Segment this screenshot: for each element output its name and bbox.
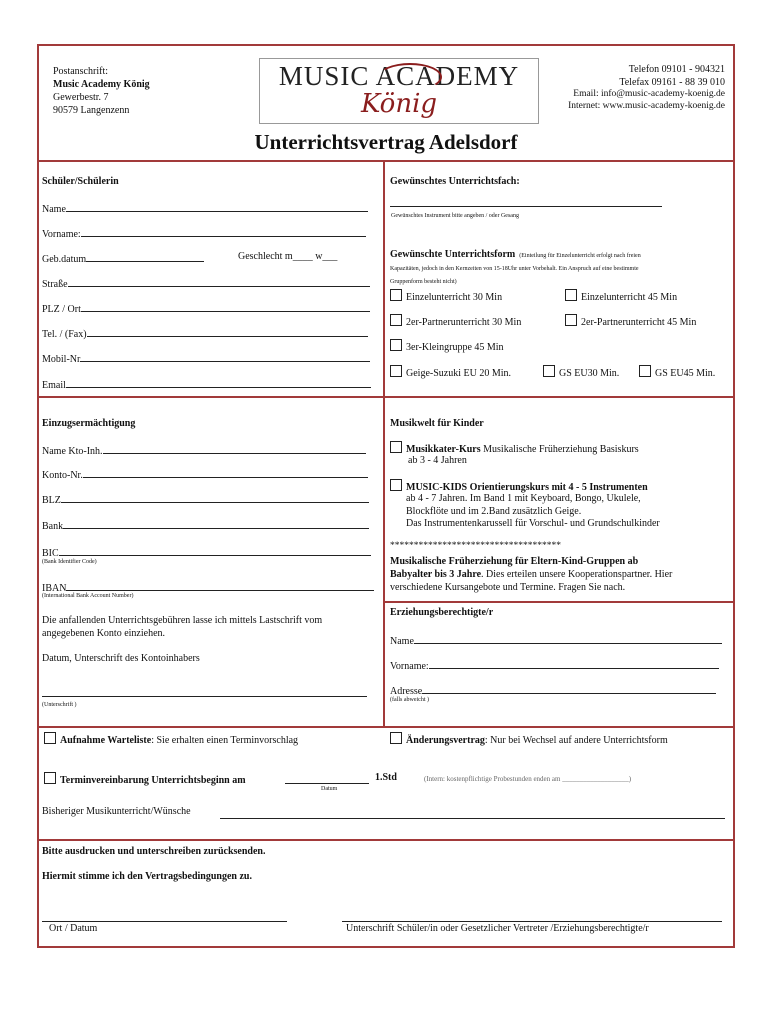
form-note-1: (Einteilung für Einzelunterricht erfolgt nach freien	[519, 253, 641, 259]
mobile-label: Mobil-Nr	[42, 354, 81, 365]
iban-field[interactable]	[42, 580, 374, 594]
eltern-kind-heading: Musikalische Früherziehung für Eltern-Kind-Gruppen ab	[390, 556, 639, 567]
checkbox[interactable]	[390, 441, 402, 453]
bisheriger-input[interactable]	[220, 808, 725, 819]
bank-name-label: Bank	[42, 521, 64, 532]
logo-swoosh-icon	[378, 63, 442, 91]
page-title: Unterrichtsvertrag Adelsdorf	[254, 130, 518, 154]
student-heading: Schüler/Schülerin	[42, 176, 119, 187]
plz-label: PLZ / Ort	[42, 304, 81, 315]
option-gs-30[interactable]	[543, 365, 619, 379]
kids-heading: Musikwelt für Kinder	[390, 418, 484, 429]
option-aenderungsvertrag[interactable]	[390, 732, 668, 746]
mandate-text-2: angegebenen Konto einziehen.	[42, 628, 166, 639]
mobile-field[interactable]	[42, 351, 370, 365]
account-holder-field[interactable]	[42, 443, 366, 457]
option-klein-45[interactable]	[390, 339, 504, 353]
checkbox[interactable]	[565, 289, 577, 301]
instrument-hint: Gewünschtes Instrument bitte angeben / oder Gesang	[391, 213, 519, 219]
print-instruction: Bitte ausdrucken und unterschreiben zurücksenden.	[42, 846, 266, 857]
student-name-field[interactable]	[42, 201, 368, 215]
guardian-vorname-field[interactable]	[390, 658, 719, 672]
guardian-name-field[interactable]	[390, 633, 722, 647]
phone: Telefon 09101 - 904321	[628, 64, 725, 75]
kids-option-line: ab 4 - 7 Jahren. Im Band 1 mit Keyboard, Bongo, Ukulele,	[406, 493, 641, 504]
termin-datum-note: Datum	[321, 786, 338, 792]
termin-std: 1.Std	[375, 772, 397, 783]
eltern-kind-desc-2: verschiedene Kursangebote und Termine. Fragen Sie nach.	[390, 582, 626, 593]
checkbox[interactable]	[543, 365, 555, 377]
option-einzel-30[interactable]	[390, 289, 502, 303]
student-vorname-field[interactable]	[42, 226, 366, 240]
subject-heading: Gewünschtes Unterrichtsfach:	[390, 176, 520, 187]
account-number-field[interactable]	[42, 467, 368, 481]
intern-note: (Intern: kostenpflichtige Probestunden enden am ___________________)	[424, 775, 632, 783]
address-city: 90579 Langenzenn	[53, 105, 130, 116]
account-number-label: Konto-Nr.	[42, 470, 83, 481]
plz-field[interactable]	[42, 301, 370, 315]
student-email-label: Email	[42, 380, 66, 391]
blz-label: BLZ	[42, 495, 61, 506]
bic-field[interactable]	[42, 545, 371, 559]
signature-label: Unterschrift Schüler/in oder Gesetzlicher Vertreter /Erziehungsberechtigte/r	[346, 923, 649, 934]
account-signature-line[interactable]	[42, 686, 367, 697]
consent-text: Hiermit stimme ich den Vertragsbedingungen zu.	[42, 871, 252, 882]
place-date-signature-line[interactable]	[42, 911, 287, 922]
warteliste-title: Aufnahme Warteliste	[60, 735, 152, 746]
kids-option-text: Musikalische Früherziehung Basiskurs	[483, 444, 639, 455]
place-date-label: Ort / Datum	[49, 923, 98, 934]
checkbox[interactable]	[390, 289, 402, 301]
address-name: Music Academy König	[53, 79, 150, 90]
account-holder-label: Name Kto-Inh.	[42, 446, 103, 457]
divider	[383, 160, 385, 396]
kids-option-title: MUSIC-KIDS Orientierungskurs mit 4 - 5 Instrumenten	[406, 482, 648, 493]
form-heading-block	[390, 248, 720, 287]
iban-label: IBAN	[42, 583, 67, 594]
form-note-3: Gruppenform besteht nicht)	[390, 279, 457, 285]
checkbox[interactable]	[44, 772, 56, 784]
kids-option-age: ab 3 - 4 Jahren	[408, 455, 467, 466]
option-label: 2er-Partnerunterricht 45 Min	[581, 317, 697, 328]
aenderung-title: Änderungsvertrag	[406, 735, 485, 746]
street-field[interactable]	[42, 276, 370, 290]
birthdate-field[interactable]	[42, 251, 204, 265]
kids-option-line: Blockflöte und im 2.Band zusätzlich Geige.	[406, 506, 582, 517]
option-partner-30[interactable]	[390, 314, 521, 328]
street-label: Straße	[42, 279, 68, 290]
kids-option-title: Musikkater-Kurs	[406, 444, 481, 455]
divider	[39, 160, 733, 162]
start-date-input[interactable]	[285, 772, 369, 784]
logo-sub-text: König	[360, 89, 438, 119]
option-label: GS EU30 Min.	[559, 368, 620, 379]
termin-title: Terminvereinbarung Unterrichtsbeginn am	[60, 775, 246, 786]
kids-option-musikkater[interactable]	[390, 441, 639, 455]
bic-note: (Bank Identifier Code)	[42, 559, 97, 565]
option-partner-45[interactable]	[565, 314, 696, 328]
stars-divider: ************************************	[390, 541, 561, 551]
divider	[383, 396, 385, 726]
fax: Telefax 09161 - 88 39 010	[619, 77, 725, 88]
birthdate-label: Geb.datum	[42, 254, 87, 265]
instrument-input[interactable]	[390, 196, 662, 207]
checkbox[interactable]	[565, 314, 577, 326]
website-contact[interactable]: Internet: www.music-academy-koenig.de	[568, 101, 725, 111]
kids-option-line: Das Instrumentenkarussell für Vorschul- und Grundschulkinder	[406, 518, 660, 529]
divider	[39, 726, 733, 728]
bisheriger-field[interactable]	[42, 806, 191, 817]
student-name-label: Name	[42, 204, 66, 215]
date-sign-label: Datum, Unterschrift des Kontoinhabers	[42, 653, 200, 664]
signature-note: (Unterschrift )	[42, 702, 77, 708]
guardian-name-label: Name	[390, 636, 414, 647]
divider	[39, 839, 733, 841]
music-academy-logo	[259, 58, 539, 124]
student-signature-line[interactable]	[342, 911, 722, 922]
divider	[39, 396, 733, 398]
checkbox[interactable]	[44, 732, 56, 744]
guardian-heading: Erziehungsberechtigte/r	[390, 607, 494, 618]
guardian-address-note: (falls abweicht )	[390, 697, 429, 703]
bank-heading: Einzugsermächtigung	[42, 418, 136, 429]
option-label: GS EU45 Min.	[655, 368, 716, 379]
contract-form	[37, 44, 735, 948]
checkbox[interactable]	[390, 339, 402, 351]
guardian-address-label: Adresse	[390, 686, 423, 697]
bic-label: BIC	[42, 548, 59, 559]
checkbox[interactable]	[390, 314, 402, 326]
option-warteliste[interactable]	[44, 732, 298, 746]
mandate-text-1: Die anfallenden Unterrichtsgebühren lasse ich mittels Lastschrift vom	[42, 615, 323, 626]
option-label: 3er-Kleingruppe 45 Min	[406, 342, 504, 353]
option-label: Einzelunterricht 30 Min	[406, 292, 503, 303]
form-note-2: Kapazitäten, jedoch in den Kernzeiten von 15-18Uhr unter Vorbehalt. Ein Anspruch auf eine bestimmte	[390, 266, 639, 272]
iban-note: (International Bank Account Number)	[42, 593, 134, 599]
student-email-field[interactable]	[42, 377, 371, 391]
option-label: Geige-Suzuki EU 20 Min.	[406, 368, 511, 379]
guardian-vorname-label: Vorname:	[390, 661, 429, 672]
gender-field[interactable]: Geschlecht m____ w___	[238, 251, 338, 262]
option-label: Einzelunterricht 45 Min	[581, 292, 678, 303]
student-vorname-label: Vorname:	[42, 229, 81, 240]
option-suzuki[interactable]	[390, 365, 511, 379]
form-heading: Gewünschte Unterrichtsform	[390, 249, 516, 260]
address-label: Postanschrift:	[53, 66, 108, 77]
option-terminvereinbarung[interactable]	[44, 772, 246, 786]
address-street: Gewerbestr. 7	[53, 92, 109, 103]
email-contact[interactable]: Email: info@music-academy-koenig.de	[573, 89, 725, 99]
aenderung-text: : Nur bei Wechsel auf andere Unterrichtsform	[484, 735, 668, 746]
option-einzel-45[interactable]	[565, 289, 677, 303]
guardian-address-field[interactable]	[390, 683, 716, 697]
checkbox[interactable]	[639, 365, 651, 377]
eltern-kind-desc: . Dies erteilen unsere Kooperationspartner. Hier	[481, 569, 673, 580]
checkbox[interactable]	[390, 365, 402, 377]
eltern-kind-text	[390, 569, 672, 580]
warteliste-text: : Sie erhalten einen Terminvorschlag	[151, 735, 299, 746]
tel-field[interactable]	[42, 326, 368, 340]
option-gs-45[interactable]	[639, 365, 715, 379]
divider	[383, 601, 735, 603]
option-label: 2er-Partnerunterricht 30 Min	[406, 317, 522, 328]
bisheriger-label: Bisheriger Musikunterricht/Wünsche	[42, 806, 191, 817]
checkbox[interactable]	[390, 479, 402, 491]
bank-name-field[interactable]	[42, 518, 369, 532]
logo-main-text: MUSIC ACADEMY	[278, 61, 520, 91]
blz-field[interactable]	[42, 492, 369, 506]
eltern-kind-age: Babyalter bis 3 Jahre	[390, 569, 482, 580]
checkbox[interactable]	[390, 732, 402, 744]
kids-option-music-kids[interactable]	[390, 479, 648, 493]
tel-label: Tel. / (Fax)	[42, 329, 87, 340]
